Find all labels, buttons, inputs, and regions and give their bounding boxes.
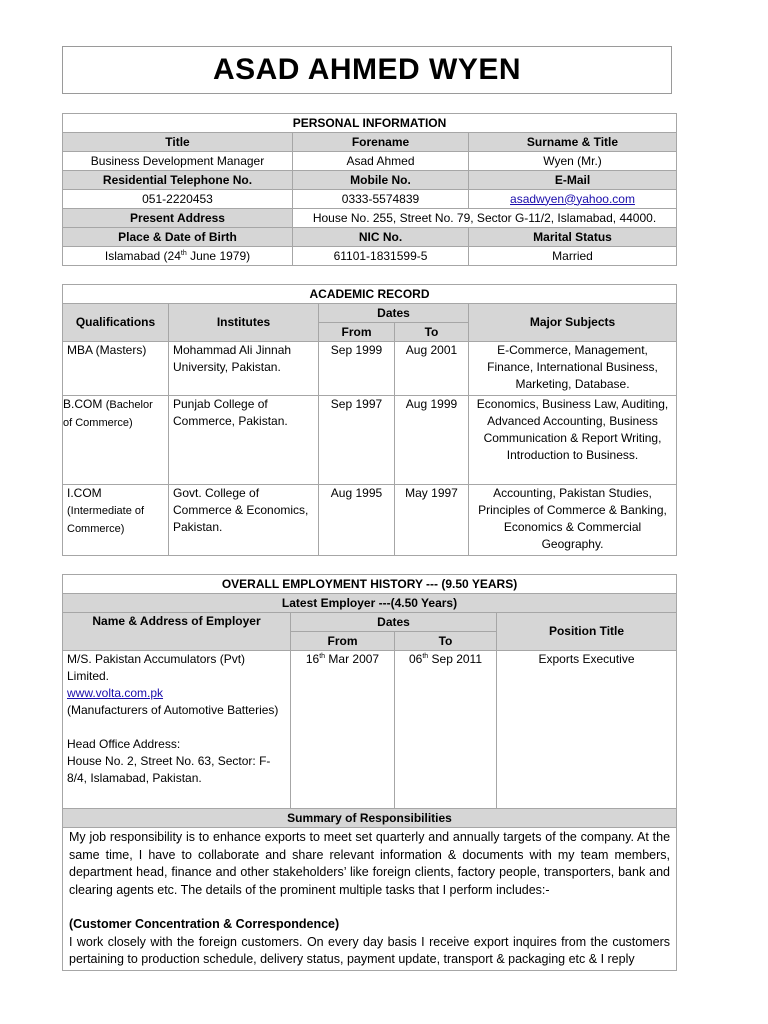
from-header: From <box>319 323 395 342</box>
academic-record-table <box>62 284 677 556</box>
marital-label: Marital Status <box>469 228 677 247</box>
marital-value: Married <box>469 247 677 266</box>
position-cell: Exports Executive <box>497 651 677 809</box>
to-header: To <box>395 323 469 342</box>
from-header: From <box>291 632 395 651</box>
employer-description: (Manufacturers of Automotive Batteries) <box>67 703 279 717</box>
surname-label: Surname & Title <box>469 133 677 152</box>
forename-label: Forename <box>293 133 469 152</box>
birth-label: Place & Date of Birth <box>63 228 293 247</box>
to-cell: Aug 1999 <box>395 396 469 485</box>
qualifications-header: Qualifications <box>63 304 169 342</box>
dates-header: Dates <box>291 613 497 632</box>
address-label: Present Address <box>63 209 293 228</box>
institute-cell: Govt. College of Commerce & Economics, Pakistan. <box>169 485 319 556</box>
employment-history-table <box>62 574 677 971</box>
employment-section-title: OVERALL EMPLOYMENT HISTORY --- (9.50 YEARS) <box>63 575 677 594</box>
employment-from-cell: 16th Mar 2007 <box>291 651 395 809</box>
institutes-header: Institutes <box>169 304 319 342</box>
employer-name: M/S. Pakistan Accumulators (Pvt) Limited. <box>67 652 246 683</box>
personal-section-title: PERSONAL INFORMATION <box>63 114 677 133</box>
from-cell: Sep 1999 <box>319 342 395 396</box>
forename-value: Asad Ahmed <box>293 152 469 171</box>
from-cell: Aug 1995 <box>319 485 395 556</box>
institute-cell: Punjab College of Commerce, Pakistan. <box>169 396 319 485</box>
title-label: Title <box>63 133 293 152</box>
to-cell: Aug 2001 <box>395 342 469 396</box>
subjects-cell: Economics, Business Law, Auditing, Advanced Accounting, Business Communication & Report Writing, Introduction to Business. <box>469 396 677 485</box>
email-link[interactable]: asadwyen@yahoo.com <box>510 191 635 206</box>
telephone-value: 051-2220453 <box>63 190 293 209</box>
institute-cell: Mohammad Ali Jinnah University, Pakistan. <box>169 342 319 396</box>
from-cell: Sep 1997 <box>319 396 395 485</box>
employer-website-link[interactable]: www.volta.com.pk <box>67 686 164 700</box>
table-row <box>63 342 677 396</box>
customer-concentration-title: (Customer Concentration & Correspondence) <box>69 917 340 931</box>
employer-header: Name & Address of Employer <box>63 613 291 651</box>
employment-to-cell: 06th Sep 2011 <box>395 651 497 809</box>
table-row <box>63 485 677 556</box>
title-value: Business Development Manager <box>63 152 293 171</box>
summary-paragraph: My job responsibility is to enhance exports to meet set quarterly and annually targets of the company. At the same time, I have to collaborate and share relevant information & documents with my team members, department head, finance and other stakeholders’ like foreign clients, factory people, transporters, bank and clearing agents etc. The details of the prominent multiple tasks that I perform includes:- <box>69 830 671 897</box>
email-cell <box>469 190 677 209</box>
to-cell: May 1997 <box>395 485 469 556</box>
nic-value: 61101-1831599-5 <box>293 247 469 266</box>
head-office-label: Head Office Address: <box>67 737 181 751</box>
name-header-box <box>62 46 672 94</box>
table-row <box>63 651 677 809</box>
mobile-label: Mobile No. <box>293 171 469 190</box>
summary-title: Summary of Responsibilities <box>63 809 677 828</box>
position-header: Position Title <box>497 613 677 651</box>
address-value: House No. 255, Street No. 79, Sector G-11/2, Islamabad, 44000. <box>293 209 677 228</box>
academic-section-title: ACADEMIC RECORD <box>63 285 677 304</box>
customer-concentration-paragraph: I work closely with the foreign customers. On every day basis I receive export inquires from the customers pertaining to production schedule, delivery status, payment update, transport & packaging etc & I reply <box>69 934 671 966</box>
qualification-cell: I.COM (Intermediate of Commerce) <box>63 485 169 556</box>
nic-label: NIC No. <box>293 228 469 247</box>
birth-value: Islamabad (24th June 1979) <box>63 247 293 266</box>
candidate-name: ASAD AHMED WYEN <box>212 53 522 86</box>
table-row <box>63 396 677 485</box>
email-label: E-Mail <box>469 171 677 190</box>
mobile-value: 0333-5574839 <box>293 190 469 209</box>
telephone-label: Residential Telephone No. <box>63 171 293 190</box>
personal-information-table <box>62 113 677 266</box>
head-office-address: House No. 2, Street No. 63, Sector: F-8/4, Islamabad, Pakistan. <box>67 754 271 785</box>
employer-cell <box>63 651 291 809</box>
qualification-cell: B.COM (Bachelor of Commerce) <box>63 396 169 485</box>
subjects-cell: Accounting, Pakistan Studies, Principles of Commerce & Banking, Economics & Commercial Geography. <box>469 485 677 556</box>
qualification-cell: MBA (Masters) <box>63 342 169 396</box>
summary-cell <box>63 828 677 971</box>
to-header: To <box>395 632 497 651</box>
latest-employer-label: Latest Employer ---(4.50 Years) <box>63 594 677 613</box>
dates-header: Dates <box>319 304 469 323</box>
subjects-cell: E-Commerce, Management, Finance, International Business, Marketing, Database. <box>469 342 677 396</box>
major-subjects-header: Major Subjects <box>469 304 677 342</box>
surname-value: Wyen (Mr.) <box>469 152 677 171</box>
